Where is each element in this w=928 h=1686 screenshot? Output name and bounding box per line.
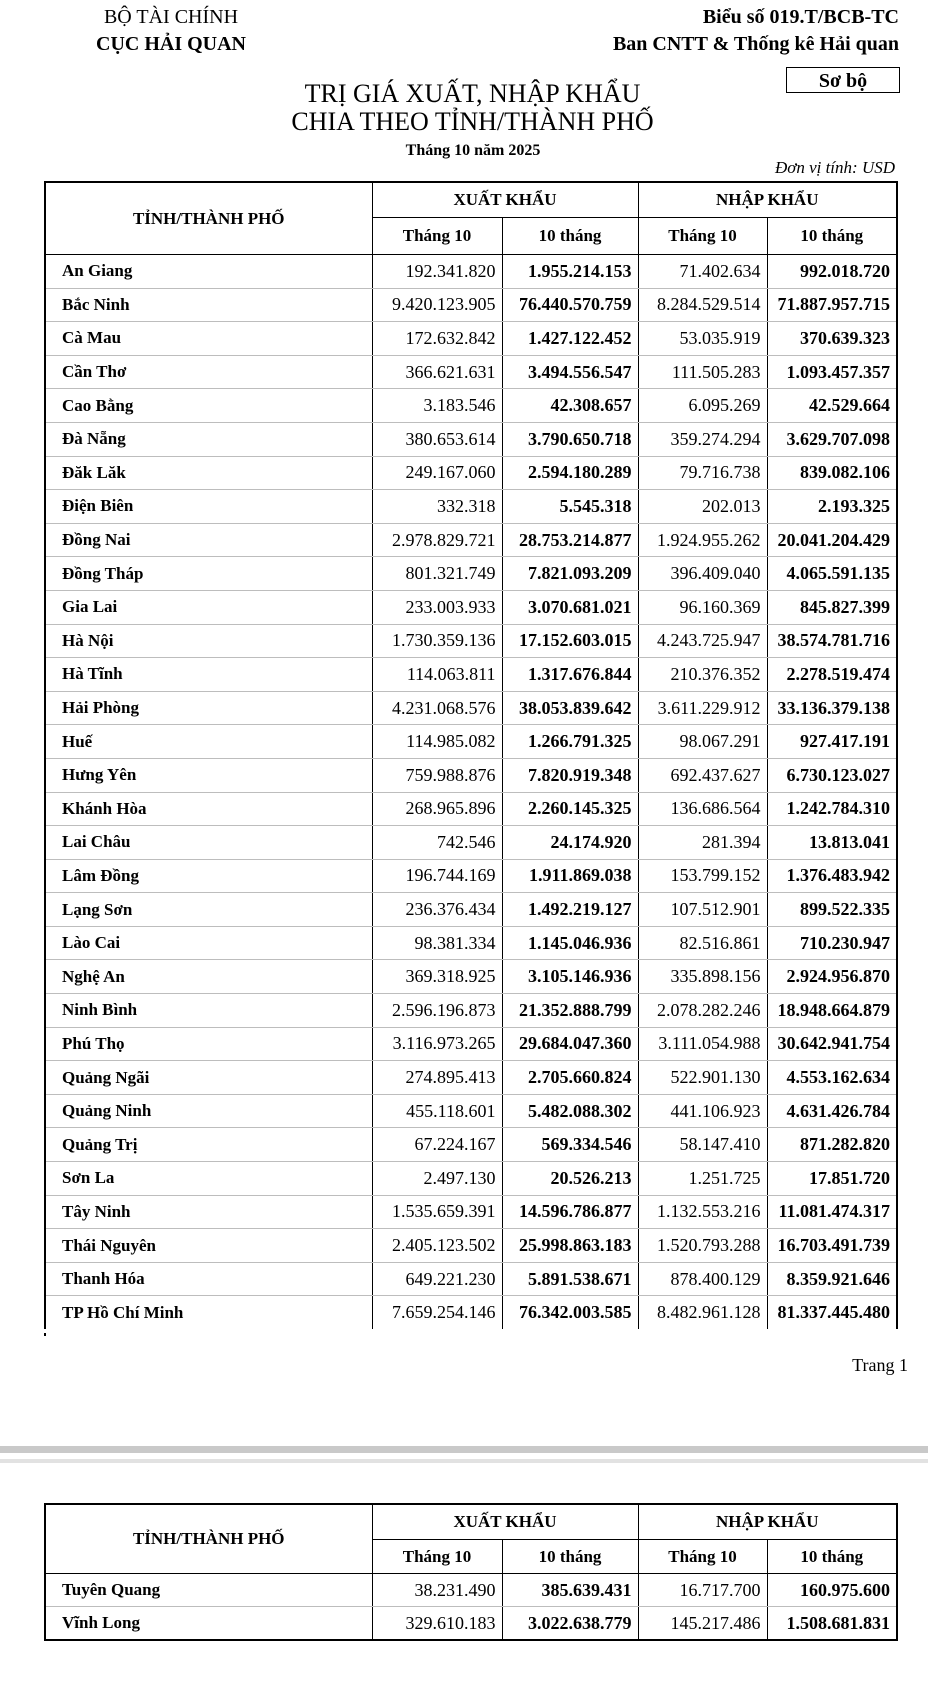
table-row <box>45 1262 897 1296</box>
page-separator-shadow <box>0 1459 928 1463</box>
col-header-province: TỈNH/THÀNH PHỐ <box>45 1504 372 1574</box>
col-header-export-ytd: 10 tháng <box>502 1540 638 1574</box>
import-ytd-value: 1.508.681.831 <box>767 1607 897 1641</box>
import-ytd-value: 160.975.600 <box>767 1574 897 1607</box>
province-name: Bắc Ninh <box>45 288 372 322</box>
export-month-value: 9.420.123.905 <box>372 288 502 322</box>
table-edge <box>44 1333 46 1336</box>
export-month-value: 7.659.254.146 <box>372 1296 502 1329</box>
table-row <box>45 792 897 826</box>
table-row <box>45 725 897 759</box>
export-ytd-value: 569.334.546 <box>502 1128 638 1162</box>
export-month-value: 380.653.614 <box>372 422 502 456</box>
col-header-export-month: Tháng 10 <box>372 218 502 255</box>
province-name: Thái Nguyên <box>45 1229 372 1263</box>
province-name: Hà Tĩnh <box>45 658 372 692</box>
province-name: Đồng Tháp <box>45 557 372 591</box>
province-name: Cà Mau <box>45 322 372 356</box>
table-row <box>45 456 897 490</box>
col-header-import-ytd: 10 tháng <box>767 218 897 255</box>
province-name: Hải Phòng <box>45 691 372 725</box>
export-month-value: 233.003.933 <box>372 590 502 624</box>
export-ytd-value: 7.820.919.348 <box>502 758 638 792</box>
table-row <box>45 1574 897 1607</box>
export-ytd-value: 28.753.214.877 <box>502 523 638 557</box>
table-row <box>45 288 897 322</box>
table-row <box>45 322 897 356</box>
table-row <box>45 658 897 692</box>
table-row <box>45 1061 897 1095</box>
import-month-value: 1.251.725 <box>638 1162 767 1196</box>
province-name: Thanh Hóa <box>45 1262 372 1296</box>
import-ytd-value: 4.631.426.784 <box>767 1094 897 1128</box>
export-month-value: 1.730.359.136 <box>372 624 502 658</box>
province-name: Hà Nội <box>45 624 372 658</box>
export-month-value: 332.318 <box>372 490 502 524</box>
table-row <box>45 355 897 389</box>
export-ytd-value: 5.545.318 <box>502 490 638 524</box>
import-month-value: 58.147.410 <box>638 1128 767 1162</box>
import-month-value: 96.160.369 <box>638 590 767 624</box>
province-name: Khánh Hòa <box>45 792 372 826</box>
province-name: Tây Ninh <box>45 1195 372 1229</box>
export-ytd-value: 1.427.122.452 <box>502 322 638 356</box>
col-header-export-ytd: 10 tháng <box>502 218 638 255</box>
org-line-2: CỤC HẢI QUAN <box>96 33 246 55</box>
table-row <box>45 1094 897 1128</box>
import-ytd-value: 370.639.323 <box>767 322 897 356</box>
export-ytd-value: 20.526.213 <box>502 1162 638 1196</box>
export-ytd-value: 24.174.920 <box>502 826 638 860</box>
import-ytd-value: 6.730.123.027 <box>767 758 897 792</box>
province-name: Đồng Nai <box>45 523 372 557</box>
import-ytd-value: 2.278.519.474 <box>767 658 897 692</box>
import-ytd-value: 16.703.491.739 <box>767 1229 897 1263</box>
col-header-import-month: Tháng 10 <box>638 1540 767 1574</box>
import-ytd-value: 3.629.707.098 <box>767 422 897 456</box>
province-name: Tuyên Quang <box>45 1574 372 1607</box>
export-ytd-value: 3.105.146.936 <box>502 960 638 994</box>
export-ytd-value: 14.596.786.877 <box>502 1195 638 1229</box>
col-header-province: TỈNH/THÀNH PHỐ <box>45 182 372 255</box>
province-name: Đăk Lăk <box>45 456 372 490</box>
export-month-value: 2.596.196.873 <box>372 994 502 1028</box>
export-month-value: 1.535.659.391 <box>372 1195 502 1229</box>
province-name: Gia Lai <box>45 590 372 624</box>
trade-table-page-2 <box>44 1503 898 1641</box>
export-ytd-value: 5.482.088.302 <box>502 1094 638 1128</box>
import-month-value: 441.106.923 <box>638 1094 767 1128</box>
export-ytd-value: 7.821.093.209 <box>502 557 638 591</box>
import-month-value: 359.274.294 <box>638 422 767 456</box>
province-name: Cao Bằng <box>45 389 372 423</box>
export-month-value: 455.118.601 <box>372 1094 502 1128</box>
import-ytd-value: 8.359.921.646 <box>767 1262 897 1296</box>
export-ytd-value: 3.022.638.779 <box>502 1607 638 1641</box>
province-name: Sơn La <box>45 1162 372 1196</box>
import-month-value: 3.611.229.912 <box>638 691 767 725</box>
import-month-value: 692.437.627 <box>638 758 767 792</box>
export-ytd-value: 1.317.676.844 <box>502 658 638 692</box>
export-month-value: 369.318.925 <box>372 960 502 994</box>
export-month-value: 2.405.123.502 <box>372 1229 502 1263</box>
export-ytd-value: 38.053.839.642 <box>502 691 638 725</box>
table-row <box>45 389 897 423</box>
table-row <box>45 758 897 792</box>
export-ytd-value: 2.260.145.325 <box>502 792 638 826</box>
import-month-value: 8.482.961.128 <box>638 1296 767 1329</box>
import-ytd-value: 4.065.591.135 <box>767 557 897 591</box>
import-month-value: 136.686.564 <box>638 792 767 826</box>
export-month-value: 329.610.183 <box>372 1607 502 1641</box>
export-ytd-value: 1.492.219.127 <box>502 893 638 927</box>
import-ytd-value: 13.813.041 <box>767 826 897 860</box>
export-month-value: 759.988.876 <box>372 758 502 792</box>
province-name: Phú Thọ <box>45 1027 372 1061</box>
import-month-value: 153.799.152 <box>638 859 767 893</box>
export-ytd-value: 29.684.047.360 <box>502 1027 638 1061</box>
export-month-value: 192.341.820 <box>372 255 502 289</box>
table-row <box>45 691 897 725</box>
page-separator <box>0 1446 928 1453</box>
table-row <box>45 422 897 456</box>
export-month-value: 742.546 <box>372 826 502 860</box>
export-ytd-value: 76.342.003.585 <box>502 1296 638 1329</box>
import-ytd-value: 42.529.664 <box>767 389 897 423</box>
trade-table-page-1 <box>44 181 898 1329</box>
import-month-value: 335.898.156 <box>638 960 767 994</box>
col-header-export: XUẤT KHẨU <box>372 1504 638 1540</box>
import-ytd-value: 30.642.941.754 <box>767 1027 897 1061</box>
table-row <box>45 255 897 289</box>
import-month-value: 1.520.793.288 <box>638 1229 767 1263</box>
import-month-value: 71.402.634 <box>638 255 767 289</box>
export-month-value: 196.744.169 <box>372 859 502 893</box>
export-month-value: 38.231.490 <box>372 1574 502 1607</box>
table-row <box>45 960 897 994</box>
table-row <box>45 1195 897 1229</box>
table-row <box>45 1128 897 1162</box>
import-month-value: 281.394 <box>638 826 767 860</box>
export-month-value: 114.063.811 <box>372 658 502 692</box>
table-row <box>45 1229 897 1263</box>
province-name: TP Hồ Chí Minh <box>45 1296 372 1329</box>
export-month-value: 2.978.829.721 <box>372 523 502 557</box>
export-ytd-value: 21.352.888.799 <box>502 994 638 1028</box>
col-header-import: NHẬP KHẨU <box>638 1504 897 1540</box>
import-ytd-value: 18.948.664.879 <box>767 994 897 1028</box>
import-ytd-value: 20.041.204.429 <box>767 523 897 557</box>
export-month-value: 172.632.842 <box>372 322 502 356</box>
table-row <box>45 523 897 557</box>
col-header-export-month: Tháng 10 <box>372 1540 502 1574</box>
export-ytd-value: 42.308.657 <box>502 389 638 423</box>
export-month-value: 4.231.068.576 <box>372 691 502 725</box>
table-row <box>45 826 897 860</box>
export-ytd-value: 3.494.556.547 <box>502 355 638 389</box>
import-month-value: 878.400.129 <box>638 1262 767 1296</box>
export-month-value: 3.116.973.265 <box>372 1027 502 1061</box>
table-row <box>45 624 897 658</box>
export-ytd-value: 385.639.431 <box>502 1574 638 1607</box>
table-row <box>45 490 897 524</box>
province-name: Quảng Ninh <box>45 1094 372 1128</box>
import-ytd-value: 11.081.474.317 <box>767 1195 897 1229</box>
col-header-import-month: Tháng 10 <box>638 218 767 255</box>
table-row <box>45 859 897 893</box>
table-row <box>45 590 897 624</box>
import-month-value: 107.512.901 <box>638 893 767 927</box>
export-ytd-value: 17.152.603.015 <box>502 624 638 658</box>
province-name: Lai Châu <box>45 826 372 860</box>
export-month-value: 3.183.546 <box>372 389 502 423</box>
import-month-value: 1.924.955.262 <box>638 523 767 557</box>
report-title-line-1: TRỊ GIÁ XUẤT, NHẬP KHẨU <box>304 79 641 108</box>
import-month-value: 3.111.054.988 <box>638 1027 767 1061</box>
import-ytd-value: 899.522.335 <box>767 893 897 927</box>
col-header-import-ytd: 10 tháng <box>767 1540 897 1574</box>
export-ytd-value: 1.911.869.038 <box>502 859 638 893</box>
table-row <box>45 1296 897 1329</box>
province-name: Ninh Bình <box>45 994 372 1028</box>
import-ytd-value: 992.018.720 <box>767 255 897 289</box>
export-month-value: 114.985.082 <box>372 725 502 759</box>
table-row <box>45 893 897 927</box>
report-period: Tháng 10 năm 2025 <box>405 142 541 159</box>
table-row <box>45 1607 897 1641</box>
import-ytd-value: 38.574.781.716 <box>767 624 897 658</box>
import-ytd-value: 1.093.457.357 <box>767 355 897 389</box>
table-row <box>45 994 897 1028</box>
table-row <box>45 1027 897 1061</box>
import-ytd-value: 71.887.957.715 <box>767 288 897 322</box>
import-month-value: 6.095.269 <box>638 389 767 423</box>
import-month-value: 79.716.738 <box>638 456 767 490</box>
export-month-value: 236.376.434 <box>372 893 502 927</box>
province-name: Quảng Ngãi <box>45 1061 372 1095</box>
import-ytd-value: 710.230.947 <box>767 926 897 960</box>
import-ytd-value: 927.417.191 <box>767 725 897 759</box>
import-month-value: 82.516.861 <box>638 926 767 960</box>
table-row <box>45 926 897 960</box>
col-header-export: XUẤT KHẨU <box>372 182 638 218</box>
province-name: Vĩnh Long <box>45 1607 372 1641</box>
export-month-value: 649.221.230 <box>372 1262 502 1296</box>
export-ytd-value: 3.070.681.021 <box>502 590 638 624</box>
import-month-value: 145.217.486 <box>638 1607 767 1641</box>
import-ytd-value: 4.553.162.634 <box>767 1061 897 1095</box>
org-line-1: BỘ TÀI CHÍNH <box>103 6 239 28</box>
page-number: Trang 1 <box>852 1355 908 1375</box>
export-month-value: 366.621.631 <box>372 355 502 389</box>
export-month-value: 801.321.749 <box>372 557 502 591</box>
unit-label: Đơn vị tính: USD <box>774 158 895 177</box>
import-month-value: 1.132.553.216 <box>638 1195 767 1229</box>
export-month-value: 2.497.130 <box>372 1162 502 1196</box>
export-ytd-value: 5.891.538.671 <box>502 1262 638 1296</box>
import-ytd-value: 1.242.784.310 <box>767 792 897 826</box>
province-name: Hưng Yên <box>45 758 372 792</box>
import-ytd-value: 871.282.820 <box>767 1128 897 1162</box>
table-row <box>45 1162 897 1196</box>
province-name: Điện Biên <box>45 490 372 524</box>
export-month-value: 274.895.413 <box>372 1061 502 1095</box>
import-month-value: 16.717.700 <box>638 1574 767 1607</box>
export-ytd-value: 2.705.660.824 <box>502 1061 638 1095</box>
import-ytd-value: 33.136.379.138 <box>767 691 897 725</box>
col-header-import: NHẬP KHẨU <box>638 182 897 218</box>
province-name: Đà Nẵng <box>45 422 372 456</box>
import-month-value: 202.013 <box>638 490 767 524</box>
province-name: Huế <box>45 725 372 759</box>
province-name: An Giang <box>45 255 372 289</box>
export-ytd-value: 76.440.570.759 <box>502 288 638 322</box>
export-month-value: 268.965.896 <box>372 792 502 826</box>
export-ytd-value: 2.594.180.289 <box>502 456 638 490</box>
export-ytd-value: 1.145.046.936 <box>502 926 638 960</box>
province-name: Quảng Trị <box>45 1128 372 1162</box>
province-name: Lạng Sơn <box>45 893 372 927</box>
import-ytd-value: 2.193.325 <box>767 490 897 524</box>
import-month-value: 4.243.725.947 <box>638 624 767 658</box>
province-name: Lâm Đồng <box>45 859 372 893</box>
export-month-value: 67.224.167 <box>372 1128 502 1162</box>
province-name: Cần Thơ <box>45 355 372 389</box>
report-title-line-2: CHIA THEO TỈNH/THÀNH PHỐ <box>291 107 654 136</box>
province-name: Lào Cai <box>45 926 372 960</box>
import-month-value: 98.067.291 <box>638 725 767 759</box>
table-row <box>45 557 897 591</box>
export-ytd-value: 3.790.650.718 <box>502 422 638 456</box>
import-ytd-value: 1.376.483.942 <box>767 859 897 893</box>
department: Ban CNTT & Thống kê Hải quan <box>612 33 899 55</box>
import-ytd-value: 81.337.445.480 <box>767 1296 897 1329</box>
export-month-value: 249.167.060 <box>372 456 502 490</box>
import-month-value: 111.505.283 <box>638 355 767 389</box>
import-month-value: 522.901.130 <box>638 1061 767 1095</box>
import-ytd-value: 2.924.956.870 <box>767 960 897 994</box>
import-ytd-value: 839.082.106 <box>767 456 897 490</box>
export-ytd-value: 25.998.863.183 <box>502 1229 638 1263</box>
export-month-value: 98.381.334 <box>372 926 502 960</box>
status-badge: Sơ bộ <box>786 67 900 93</box>
province-name: Nghệ An <box>45 960 372 994</box>
form-number: Biểu số 019.T/BCB-TC <box>702 6 899 28</box>
import-month-value: 53.035.919 <box>638 322 767 356</box>
export-ytd-value: 1.266.791.325 <box>502 725 638 759</box>
export-ytd-value: 1.955.214.153 <box>502 255 638 289</box>
import-month-value: 8.284.529.514 <box>638 288 767 322</box>
import-month-value: 2.078.282.246 <box>638 994 767 1028</box>
import-month-value: 396.409.040 <box>638 557 767 591</box>
import-month-value: 210.376.352 <box>638 658 767 692</box>
import-ytd-value: 845.827.399 <box>767 590 897 624</box>
import-ytd-value: 17.851.720 <box>767 1162 897 1196</box>
